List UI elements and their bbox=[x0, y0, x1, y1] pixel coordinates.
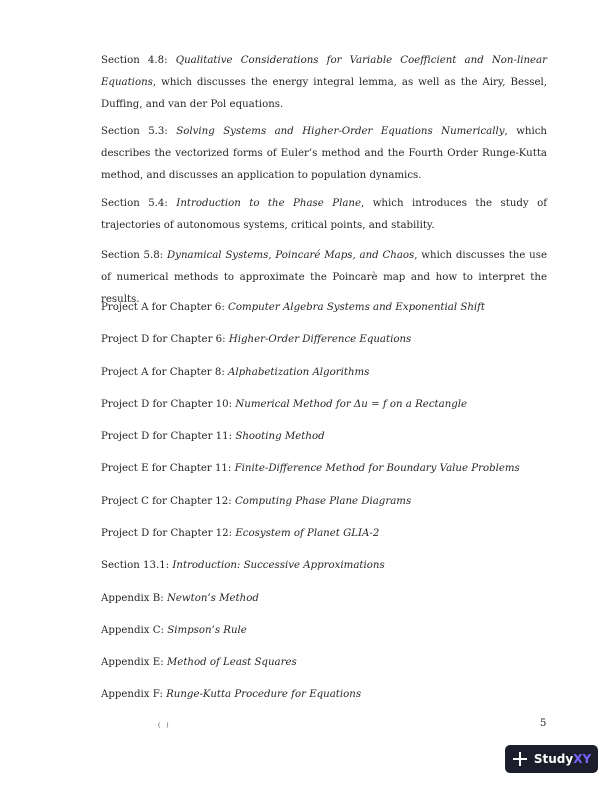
entry-label: Project D for Chapter 11: bbox=[101, 431, 233, 442]
entry-title: Introduction to the Phase Plane bbox=[176, 198, 362, 209]
entry-description: , which discusses the use of numerical methods to approximate the Poincarè map and how to interpret the results. bbox=[101, 250, 547, 305]
page-number: 5 bbox=[540, 718, 547, 729]
section-entry bbox=[101, 652, 547, 674]
entry-label: Project D for Chapter 6: bbox=[101, 334, 226, 345]
section-entry bbox=[101, 329, 547, 351]
entry-title: Shooting Method bbox=[235, 431, 325, 442]
entry-description: , which discusses the energy integral lemma, as well as the Airy, Bessel, Duffing, and van der Pol equations. bbox=[101, 77, 547, 110]
studyxy-badge[interactable] bbox=[505, 745, 598, 773]
section-entry bbox=[101, 523, 547, 545]
entry-label: Section 5.4: bbox=[101, 198, 168, 209]
section-entry bbox=[101, 394, 547, 416]
section-entry bbox=[101, 684, 547, 706]
section-entry bbox=[101, 426, 547, 448]
section-entry bbox=[101, 491, 547, 513]
section-entry bbox=[101, 458, 547, 480]
entry-label: Section 4.8: bbox=[101, 55, 168, 66]
entry-title: Finite-Difference Method for Boundary Value Problems bbox=[234, 463, 520, 474]
entry-description: , which introduces the study of trajectories of autonomous systems, critical points, and stability. bbox=[101, 198, 547, 231]
footer-marks: ( ) bbox=[158, 722, 171, 729]
entry-title: Simpson’s Rule bbox=[167, 625, 247, 636]
entry-label: Project D for Chapter 10: bbox=[101, 399, 233, 410]
section-entry bbox=[101, 588, 547, 610]
entry-title: Computer Algebra Systems and Exponential Shift bbox=[228, 302, 485, 313]
section-entry bbox=[101, 555, 547, 577]
entry-title: Qualitative Considerations for Variable Coefficient and Non-linear Equations bbox=[101, 55, 547, 88]
entry-title: Newton’s Method bbox=[166, 593, 259, 604]
entry-label: Project E for Chapter 11: bbox=[101, 463, 232, 474]
entry-label: Appendix E: bbox=[101, 657, 164, 668]
entry-title: Introduction: Successive Approximations bbox=[172, 560, 385, 571]
badge-text-xy: XY bbox=[573, 752, 592, 766]
entry-label: Project D for Chapter 12: bbox=[101, 528, 233, 539]
section-entry bbox=[101, 193, 547, 237]
entry-label: Appendix B: bbox=[101, 593, 164, 604]
entry-label: Section 5.3: bbox=[101, 126, 168, 137]
entry-title: Numerical Method for Δu = f on a Rectangle bbox=[235, 399, 468, 410]
section-entry bbox=[101, 121, 547, 187]
entry-title: Ecosystem of Planet GLIA-2 bbox=[235, 528, 380, 539]
section-entry bbox=[101, 50, 547, 116]
entry-label: Appendix F: bbox=[101, 689, 163, 700]
entry-label: Project C for Chapter 12: bbox=[101, 496, 232, 507]
entry-label: Section 5.8: bbox=[101, 250, 164, 261]
plus-cross-icon bbox=[512, 751, 528, 767]
section-entry bbox=[101, 297, 547, 319]
entry-title: Method of Least Squares bbox=[166, 657, 297, 668]
entry-label: Project A for Chapter 6: bbox=[101, 302, 225, 313]
entry-label: Appendix C: bbox=[101, 625, 164, 636]
section-entry bbox=[101, 362, 547, 384]
entry-title: Computing Phase Plane Diagrams bbox=[234, 496, 412, 507]
badge-text-study: Study bbox=[533, 752, 574, 766]
entry-title: Dynamical Systems, Poincaré Maps, and Chaos bbox=[167, 250, 415, 261]
entry-title: Runge-Kutta Procedure for Equations bbox=[166, 689, 362, 700]
entry-label: Project A for Chapter 8: bbox=[101, 367, 225, 378]
entry-label: Section 13.1: bbox=[101, 560, 170, 571]
entry-description: , which describes the vectorized forms of Euler’s method and the Fourth Order Runge-Kutta method, and discusses an application to population dynamics. bbox=[101, 126, 547, 181]
section-entry bbox=[101, 620, 547, 642]
entry-title: Alphabetization Algorithms bbox=[228, 367, 370, 378]
entry-title: Higher-Order Difference Equations bbox=[228, 334, 412, 345]
entry-title: Solving Systems and Higher-Order Equations Numerically bbox=[176, 126, 505, 137]
